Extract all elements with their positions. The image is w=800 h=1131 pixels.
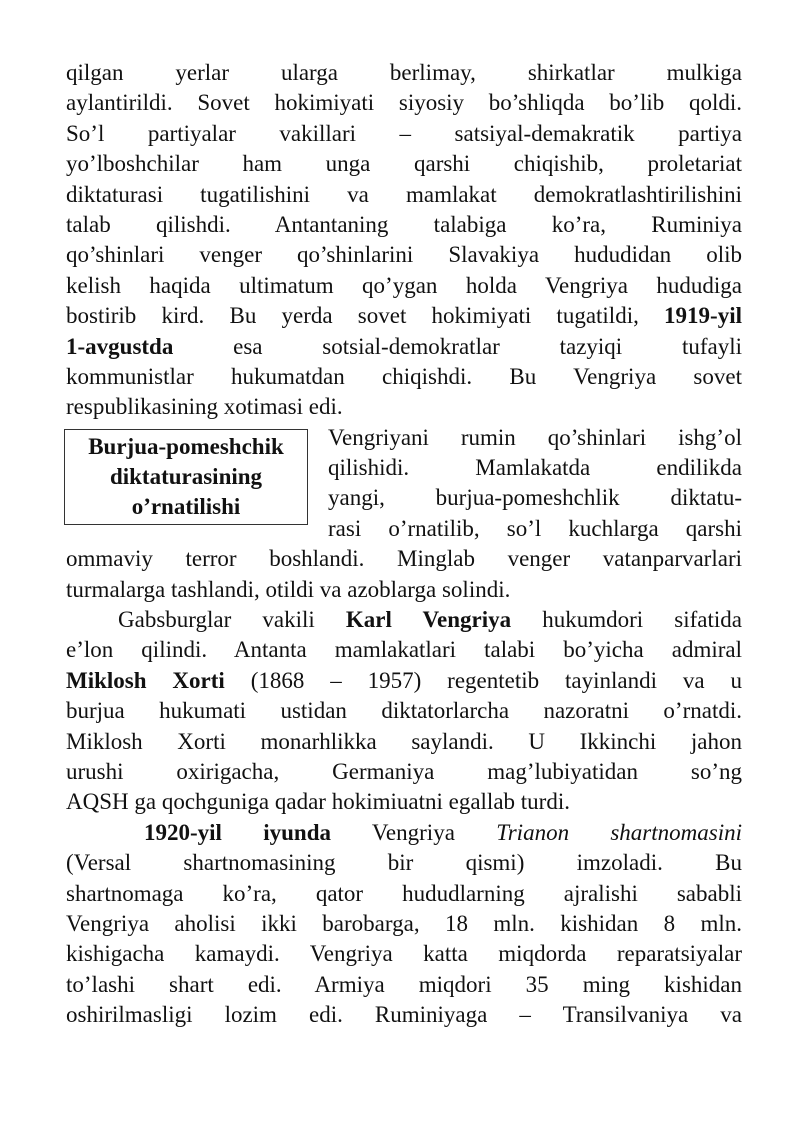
box-heading-line: diktaturasining	[109, 463, 263, 489]
text-line: (Versal shartnomasining bir qismi) imzoladi. Bu	[66, 850, 742, 876]
text-line: yo’lboshchilar ham unga qarshi chiqishib, proletariat	[66, 151, 742, 177]
page-body	[66, 58, 742, 1031]
text-line: kelish haqida ultimatum qo’ygan holda Vengriya hududiga	[66, 272, 742, 298]
text-line: Miklosh Xorti (1868 – 1957) regentetib tayinlandi va u	[66, 667, 742, 693]
text-line: bostirib kird. Bu yerda sovet hokimiyati tugatildi, 1919-yil	[66, 303, 742, 329]
text-line: oshirilmasligi lozim edi. Ruminiyaga – Transilvaniya va	[66, 1002, 742, 1028]
text-line: urushi oxirigacha, Germaniya mag’lubiyatidan so’ng	[66, 758, 742, 784]
text-line: qo’shinlari venger qo’shinlarini Slavakiya hududidan olib	[66, 242, 742, 268]
text-line: Vengriya aholisi ikki barobarga, 18 mln. kishidan 8 mln.	[66, 910, 742, 936]
box-heading-line: Burjua-pomeshchik	[88, 433, 284, 459]
text-line: 1-avgustda esa sotsial-demokratlar tazyiqi tufayli	[66, 333, 742, 359]
text-line: qilgan yerlar ularga berlimay, shirkatlar mulkiga	[66, 60, 742, 85]
margin-heading-box	[64, 429, 308, 525]
text-line: shartnomaga ko’ra, qator hududlarning ajralishi sababli	[66, 880, 742, 906]
text-line: AQSH ga qochguniga qadar hokimiuatni egallab turdi.	[66, 789, 570, 815]
text-line: So’l partiyalar vakillari – satsiyal-demakratik partiya	[66, 120, 742, 146]
bold-date: 1920-yil iyunda	[144, 819, 331, 845]
box-heading-line: o’rnatilishi	[131, 493, 241, 519]
text-line: Gabsburglar vakili Karl Vengriya hukumdori sifatida	[118, 607, 742, 633]
text-line: ommaviy terror boshlandi. Minglab venger vatanparvarlari	[66, 546, 742, 572]
text-line: to’lashi shart edi. Armiya miqdori 35 ming kishidan	[66, 971, 742, 997]
text-line: qilishidi. Mamlakatda endilikda	[328, 455, 742, 481]
italic-title: Trianon shartnomasini	[496, 819, 742, 845]
text-line: e’lon qilindi. Antanta mamlakatlari talabi bo’yicha admiral	[66, 637, 742, 663]
text-line: kommunistlar hukumatdan chiqishdi. Bu Vengriya sovet	[66, 363, 742, 389]
text-line: burjua hukumati ustidan diktatorlarcha nazoratni o’rnatdi.	[66, 698, 742, 724]
bold-name: Karl Vengriya	[345, 607, 512, 633]
text-line: yangi, burjua-pomeshchlik diktatu-	[328, 485, 742, 511]
bold-date: 1919-yil	[664, 303, 742, 329]
text-line: talab qilishdi. Antantaning talabiga ko’ra, Ruminiya	[66, 211, 742, 237]
text-line: Miklosh Xorti monarhlikka saylandi. U Ikkinchi jahon	[66, 728, 742, 754]
text-line: turmalarga tashlandi, otildi va azoblarga solindi.	[66, 576, 511, 602]
text-line: kishigacha kamaydi. Vengriya katta miqdorda reparatsiyalar	[66, 941, 742, 967]
text-line: diktaturasi tugatilishini va mamlakat demokratlashtirilishini	[66, 181, 742, 207]
text-line: aylantirildi. Sovet hokimiyati siyosiy bo’shliqda bo’lib qoldi.	[66, 90, 742, 116]
text-line: rasi o’rnatilib, so’l kuchlarga qarshi	[328, 515, 742, 541]
text-line: respublikasining xotimasi edi.	[66, 394, 343, 420]
text-line: Vengriyani rumin qo’shinlari ishg’ol	[328, 424, 742, 450]
text-line: 1920-yil iyunda Vengriya Trianon shartnomasini	[144, 819, 742, 845]
bold-date: 1-avgustda	[66, 333, 174, 359]
bold-name: Miklosh Xorti	[66, 667, 225, 693]
